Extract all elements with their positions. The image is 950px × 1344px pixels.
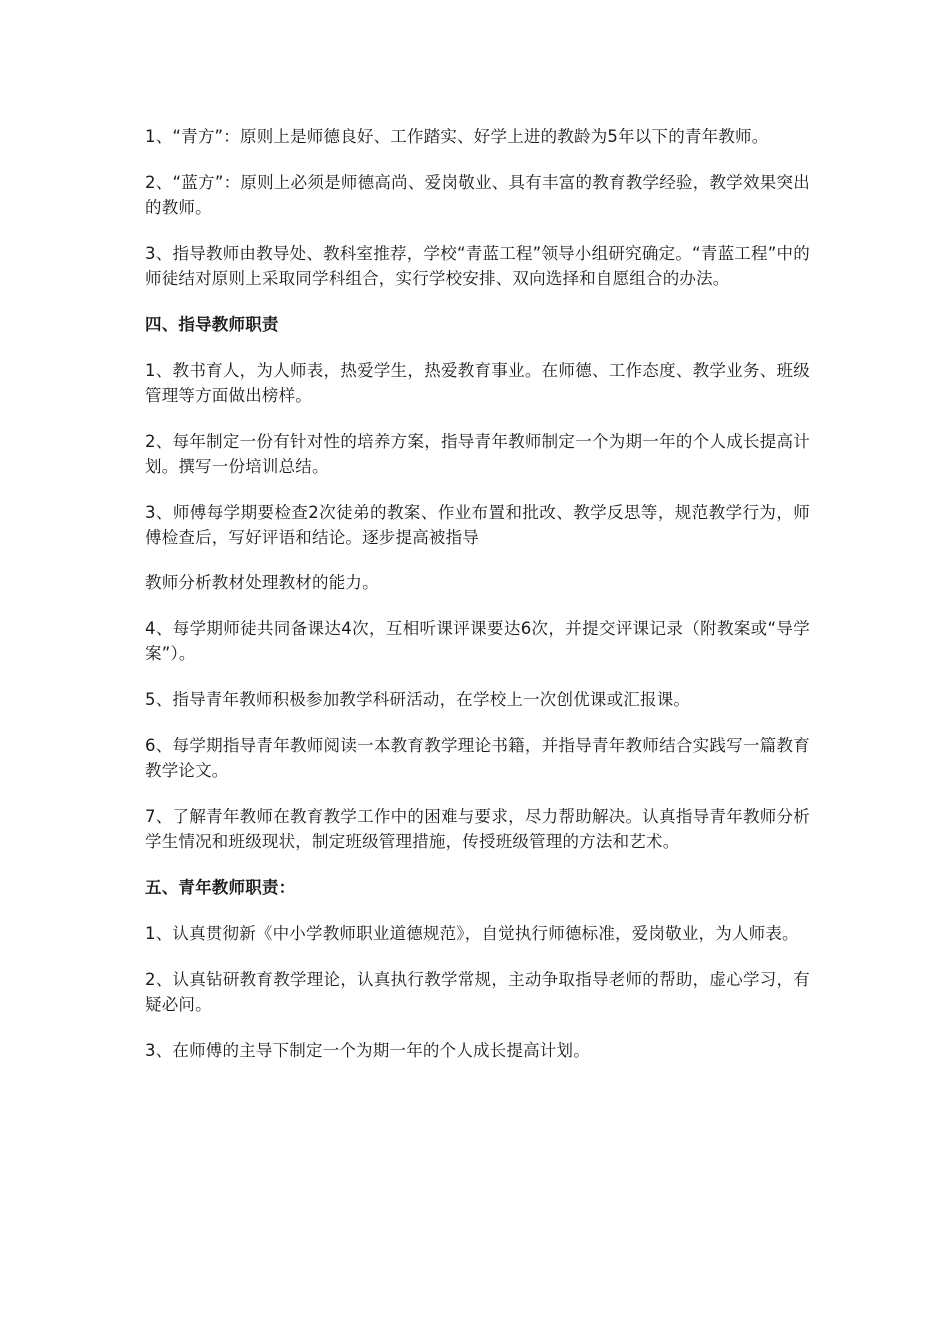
paragraph-mentor-duty-3: 3、师傅每学期要检查2次徒弟的教案、作业布置和批改、教学反思等，规范教学行为，师傅检查后，写好评语和结论。逐步提高被指导 <box>145 503 810 547</box>
paragraph-mentor-duty-1: 1、教书育人，为人师表，热爱学生，热爱教育事业。在师德、工作态度、教学业务、班级管理等方面做出榜样。 <box>145 361 810 405</box>
paragraph-mentor-duty-7: 7、了解青年教师在教育教学工作中的困难与要求，尽力帮助解决。认真指导青年教师分析学生情况和班级现状，制定班级管理措施，传授班级管理的方法和艺术。 <box>145 807 810 851</box>
paragraph-young-duty-3: 3、在师傅的主导下制定一个为期一年的个人成长提高计划。 <box>145 1041 590 1060</box>
section-heading-young-teacher-duties: 五、青年教师职责： <box>145 878 296 897</box>
paragraph-mentor-duty-3-continued: 教师分析教材处理教材的能力。 <box>145 573 379 592</box>
document-body <box>145 124 810 1084</box>
paragraph-qingfang: 1、“青方”：原则上是师德良好、工作踏实、好学上进的教龄为5年以下的青年教师。 <box>145 127 769 146</box>
paragraph-mentor-duty-2: 2、每年制定一份有针对性的培养方案，指导青年教师制定一个为期一年的个人成长提高计划。撰写一份培训总结。 <box>145 432 810 476</box>
paragraph-mentor-duty-5: 5、指导青年教师积极参加教学科研活动，在学校上一次创优课或汇报课。 <box>145 690 691 709</box>
paragraph-mentor-duty-6: 6、每学期指导青年教师阅读一本教育教学理论书籍，并指导青年教师结合实践写一篇教育教学论文。 <box>145 736 810 780</box>
paragraph-young-duty-1: 1、认真贯彻新《中小学教师职业道德规范》，自觉执行师德标准，爱岗敬业，为人师表。 <box>145 924 799 943</box>
paragraph-mentor-selection: 3、指导教师由教导处、教科室推荐，学校“青蓝工程”领导小组研究确定。“青蓝工程”中的师徒结对原则上采取同学科组合，实行学校安排、双向选择和自愿组合的办法。 <box>145 244 810 288</box>
paragraph-young-duty-2: 2、认真钻研教育教学理论，认真执行教学常规，主动争取指导老师的帮助，虚心学习，有疑必问。 <box>145 970 810 1014</box>
section-heading-mentor-duties: 四、指导教师职责 <box>145 315 279 334</box>
paragraph-mentor-duty-4: 4、每学期师徒共同备课达4次，互相听课评课要达6次，并提交评课记录（附教案或“导学案”）。 <box>145 619 810 663</box>
paragraph-lanfang: 2、“蓝方”：原则上必须是师德高尚、爱岗敬业、具有丰富的教育教学经验，教学效果突出的教师。 <box>145 173 810 217</box>
